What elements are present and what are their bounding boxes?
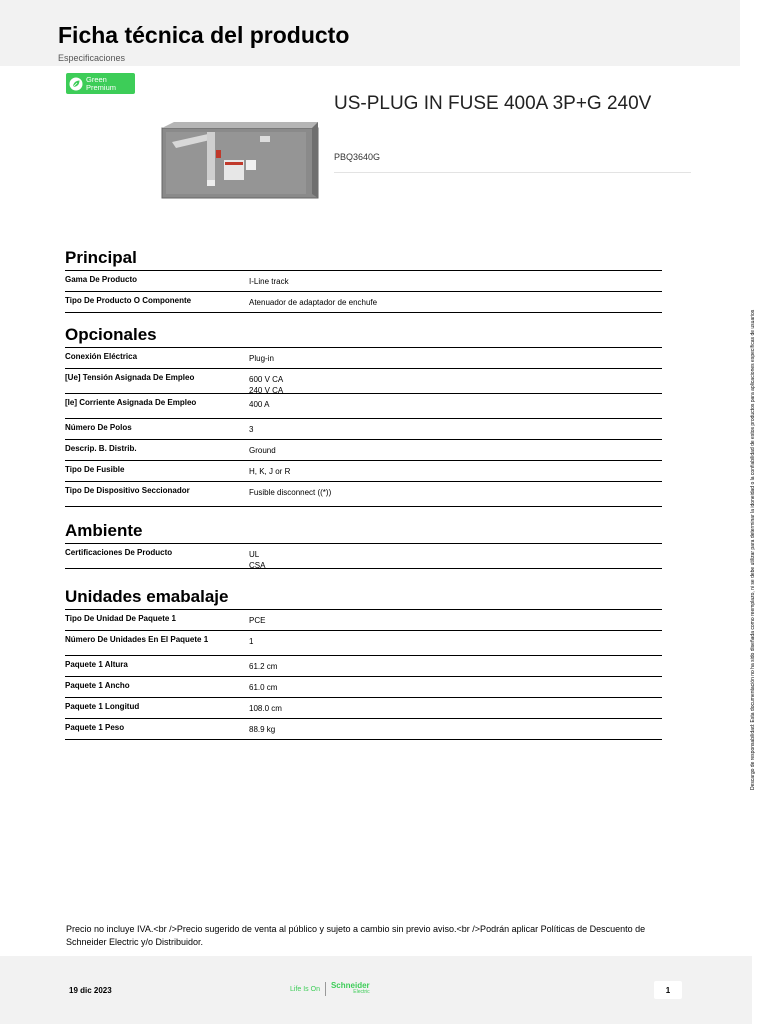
page-title: Ficha técnica del producto: [58, 22, 350, 48]
section-principal: [65, 248, 662, 313]
spec-row: [65, 394, 662, 419]
spec-value: 600 V CA 240 V CA: [249, 375, 284, 395]
spec-label: Tipo De Dispositivo Seccionador: [65, 486, 190, 495]
spec-row: [65, 719, 662, 740]
page-subtitle: Especificaciones: [58, 53, 126, 63]
spec-row: [65, 482, 662, 507]
footer-band: [0, 956, 752, 1024]
spec-row: [65, 292, 662, 313]
divider: [334, 172, 691, 173]
product-image: [160, 120, 320, 202]
spec-label: [Ie] Corriente Asignada De Empleo: [65, 398, 197, 407]
spec-value: H, K, J or R: [249, 467, 291, 476]
spec-label: Gama De Producto: [65, 275, 138, 284]
spec-value: Ground: [249, 446, 276, 455]
spec-label: Número De Polos: [65, 423, 132, 432]
spec-row: [65, 698, 662, 719]
schneider-logo: [290, 982, 370, 996]
spec-row: [65, 461, 662, 482]
logo-divider: [325, 982, 326, 996]
section-title: Unidades emabalaje: [65, 587, 229, 606]
section-opcionales: [65, 325, 662, 507]
spec-value: I-Line track: [249, 277, 289, 286]
brand-sub: Electric: [353, 989, 370, 995]
spec-row: [65, 544, 662, 569]
price-note: Precio no incluye IVA.<br />Precio sugerido de venta al público y sujeto a cambio sin previo aviso.<br />Podrán aplicar Políticas de Descuento de Schneider Electric y/o Distribuidor.: [66, 924, 646, 947]
spec-value: PCE: [249, 616, 266, 625]
disclaimer-text: Descargo de responsabilidad: Esta documentación no ha sido diseñada como reemplazo, ni se debe utilizar para determinar la idoneidad o la confiabilidad de estos productos para aplicaciones específicas de usuarios: [750, 309, 756, 790]
spec-value: 1: [249, 637, 254, 646]
section-unidades: [65, 587, 662, 740]
badge-line1: Green: [86, 74, 107, 84]
green-premium-badge: [66, 73, 135, 94]
spec-value: 61.2 cm: [249, 662, 278, 671]
spec-value: Fusible disconnect ((*)): [249, 488, 332, 497]
spec-row: [65, 271, 662, 292]
spec-value: 400 A: [249, 400, 270, 409]
spec-row: [65, 419, 662, 440]
disclaimer-margin: [750, 200, 760, 790]
spec-label: Tipo De Producto O Componente: [65, 296, 192, 305]
spec-value: 61.0 cm: [249, 683, 278, 692]
spec-label: Tipo De Fusible: [65, 465, 125, 474]
spec-value: 88.9 kg: [249, 725, 276, 734]
page-number: 1: [654, 981, 682, 999]
spec-label: Paquete 1 Ancho: [65, 681, 130, 690]
spec-label: [Ue] Tensión Asignada De Empleo: [65, 373, 195, 382]
spec-label: Número De Unidades En El Paquete 1: [65, 635, 209, 644]
spec-label: Certificaciones De Producto: [65, 548, 173, 557]
spec-row: [65, 677, 662, 698]
spec-label: Paquete 1 Peso: [65, 723, 125, 732]
spec-row: [65, 610, 662, 631]
section-ambiente: [65, 521, 662, 569]
footer-date: 19 dic 2023: [69, 986, 112, 995]
section-title: Principal: [65, 248, 137, 267]
spec-row: [65, 656, 662, 677]
tagline: Life Is On: [290, 985, 320, 993]
section-title: Ambiente: [65, 521, 143, 540]
spec-value: 3: [249, 425, 254, 434]
spec-row: [65, 348, 662, 369]
spec-label: Paquete 1 Longitud: [65, 702, 140, 711]
spec-row: [65, 631, 662, 656]
product-reference: PBQ3640G: [334, 152, 381, 162]
section-title: Opcionales: [65, 325, 157, 344]
spec-label: Tipo De Unidad De Paquete 1: [65, 614, 176, 623]
product-name: US-PLUG IN FUSE 400A 3P+G 240V: [334, 93, 652, 114]
badge-line2: Premium: [86, 82, 117, 92]
spec-value: Atenuador de adaptador de enchufe: [249, 298, 378, 307]
spec-value: 108.0 cm: [249, 704, 282, 713]
spec-value: UL CSA: [249, 550, 266, 570]
spec-label: Paquete 1 Altura: [65, 660, 128, 669]
spec-row: [65, 369, 662, 394]
spec-row: [65, 440, 662, 461]
leaf-icon: [69, 77, 83, 91]
brand-name: Schneider: [330, 981, 370, 990]
spec-value: Plug-in: [249, 354, 274, 363]
spec-label: Conexión Eléctrica: [65, 352, 138, 361]
spec-label: Descrip. B. Distrib.: [65, 444, 137, 453]
